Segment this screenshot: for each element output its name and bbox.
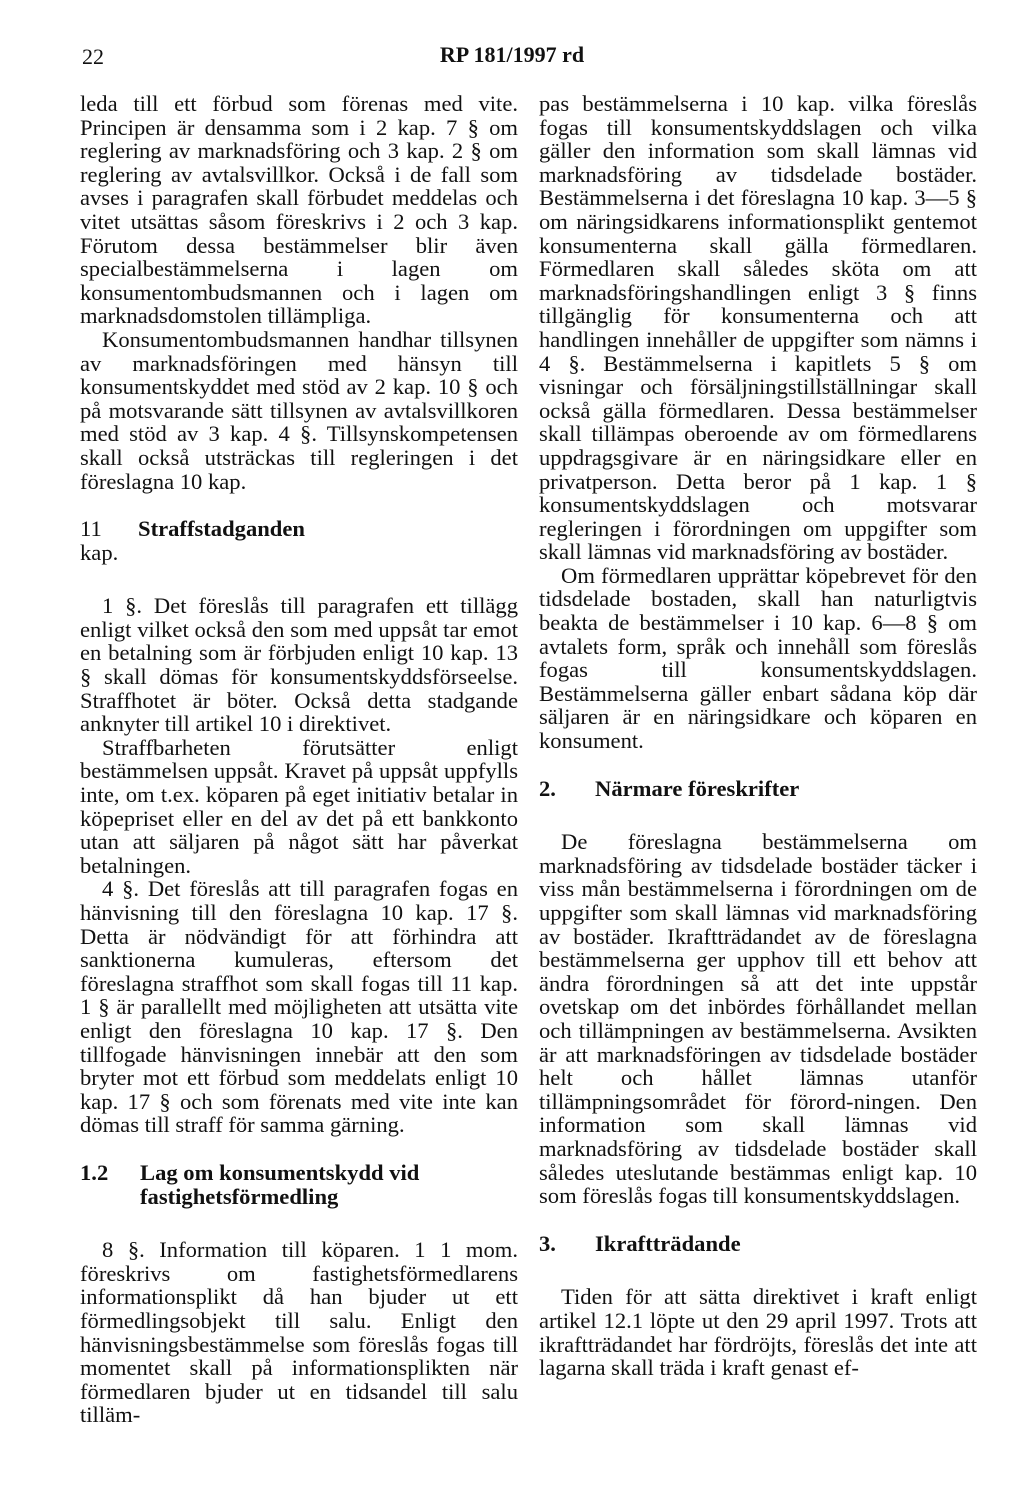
section-heading (80, 517, 518, 564)
right-column (539, 92, 977, 1380)
section-title: Straffstadganden (138, 516, 305, 542)
section-title: Lag om konsumentskydd vid fastighetsförmedling (140, 1159, 420, 1209)
section-heading (539, 1232, 977, 1256)
left-column (80, 92, 518, 1427)
page-number: 22 (82, 44, 104, 69)
paragraph: De föreslagna bestämmelserna om marknadsföring av tidsdelade bostäder täcker i viss mån bestämmelserna i förordningen om de uppgifter som skall lämnas vid marknadsföring av bostäder. Ikraftträdandet av de föreslagna bestämmelserna ger upphov till ett behov att ändra förordningen så att det inte uppstår ovetskap om det inbördes förhållandet mellan och tillämpningen av bestämmelserna. Avsikten är att marknadsföringen av tidsdelade bostäder helt och hållet lämnas utanför tillämpningsområdet för förord-ningen. Den information som skall lämnas vid marknadsföring av tidsdelade bostäder skall således uteslutande bestämmas enligt kap. 10 som föreslås fogas till konsumentskyddslagen. (539, 829, 977, 1209)
paragraph: 8 §. Information till köparen. 1 1 mom. föreskrivs om fastighetsförmedlarens informationsplikt då han bjuder ut ett förmedlingsobjekt till salu. Enligt den hänvisningsbestämmelse som föreslås fogas till momentet skall på informationsplikten när förmedlaren bjuder ut en tidsandel till salu tilläm- (80, 1237, 518, 1428)
paragraph: 1 §. Det föreslås till paragrafen ett tillägg enligt vilket också den som med uppsåt tar emot en betalning som är förbjuden enligt 10 kap. 13 § skall dömas för konsumentskyddsförseelse. Straffhotet är böter. Också detta stadgande anknyter till artikel 10 i direktivet. (80, 593, 518, 737)
section-title: Närmare föreskrifter (595, 775, 800, 801)
section-number: 3. (539, 1230, 556, 1256)
paragraph: Konsumentombudsmannen handhar tillsynen av marknadsföringen med hänsyn till konsumentskyddet med stöd av 2 kap. 10 § och på motsvarande sätt tillsynen av avtalsvillkoren med stöd av 3 kap. 4 §. Tillsynskompetensen skall också utsträckas till regleringen i det föreslagna 10 kap. (80, 326, 518, 494)
paragraph: Tiden för att sätta direktivet i kraft enligt artikel 12.1 löpte ut den 29 april 1997. Trots att ikraftträdandet har fördröjts, föreslås det inte att lagarna skall träda i kraft genast ef- (539, 1284, 977, 1381)
section-number: 11 kap. (80, 516, 119, 565)
paragraph: 4 §. Det föreslås att till paragrafen fogas en hänvisning till den föreslagna 10 kap. 17 §. Detta är nödvändigt för att förhindra att sanktionerna kumuleras, eftersom det föreslagna straffhot som skall fogas till 11 kap. 1 § är parallellt med möjligheten att utsätta vite enligt den föreslagna 10 kap. 17 §. Den tillfogade hänvisningen innebär att den som bryter mot ett förbud som meddelats enligt 10 kap. 17 § och som förenats med vite inte kan dömas till straff för samma gärning. (80, 876, 518, 1138)
document-title: RP 181/1997 rd (439, 42, 585, 67)
section-heading (80, 1161, 518, 1208)
paragraph: pas bestämmelserna i 10 kap. vilka föreslås fogas till konsumentskyddslagen och vilka gäller den information som skall lämnas vid marknadsföring av tidsdelade bostäder. Bestämmelserna i det föreslagna 10 kap. 3—5 § om näringsidkarens informationsplikt gentemot konsumenterna skall gälla förmedlaren. Förmedlaren skall således sköta om att marknadsföringshandlingen enligt 3 § finns tillgänglig för konsumenterna och att handlingen innehåller de uppgifter som nämns i 4 §. Bestämmelserna i kapitlets 5 § om visningar och försäljningstillställningar skall också gälla förmedlaren. Dessa bestämmelser skall tillämpas oberoende av om förmedlarens uppdragsgivare är en näringsidkare eller en privatperson. Detta beror på 1 kap. 1 § konsumentskyddslagen och motsvarar regleringen i förordningen om uppgifter som skall lämnas vid marknadsföring av bostäder. (539, 91, 977, 565)
paragraph: leda till ett förbud som förenas med vite. Principen är densamma som i 2 kap. 7 § om reglering av marknadsföring och 3 kap. 2 § om reglering av avtalsvillkor. Också i de fall som avses i paragrafen skall förbudet meddelas och vitet utsättas såsom föreskrivs i 2 och 3 kap. Förutom dessa bestämmelser blir även specialbestämmelserna i lagen om konsumentombudsmannen och i lagen om marknadsdomstolen tillämpliga. (80, 91, 518, 329)
paragraph: Om förmedlaren upprättar köpebrevet för den tidsdelade bostaden, skall han naturligtvis beakta de bestämmelser i 10 kap. 6—8 § om avtalets form, språk och innehåll som föreslås fogas till konsumentskyddslagen. Bestämmelserna gäller enbart sådana köp där säljaren är en näringsidkare och köparen en konsument. (539, 562, 977, 754)
section-heading (539, 777, 977, 801)
section-title: Ikraftträdande (595, 1230, 741, 1256)
section-number: 2. (539, 775, 556, 801)
section-number: 1.2 (80, 1159, 109, 1185)
paragraph: Straffbarheten förutsätter enligt bestämmelsen uppsåt. Kravet på uppsåt uppfylls inte, om t.ex. köparen på eget initiativ betalar in köpepriset eller en del av det på ett bankkonto utan att säljaren på något sätt har påverkat betalningen. (80, 734, 518, 878)
